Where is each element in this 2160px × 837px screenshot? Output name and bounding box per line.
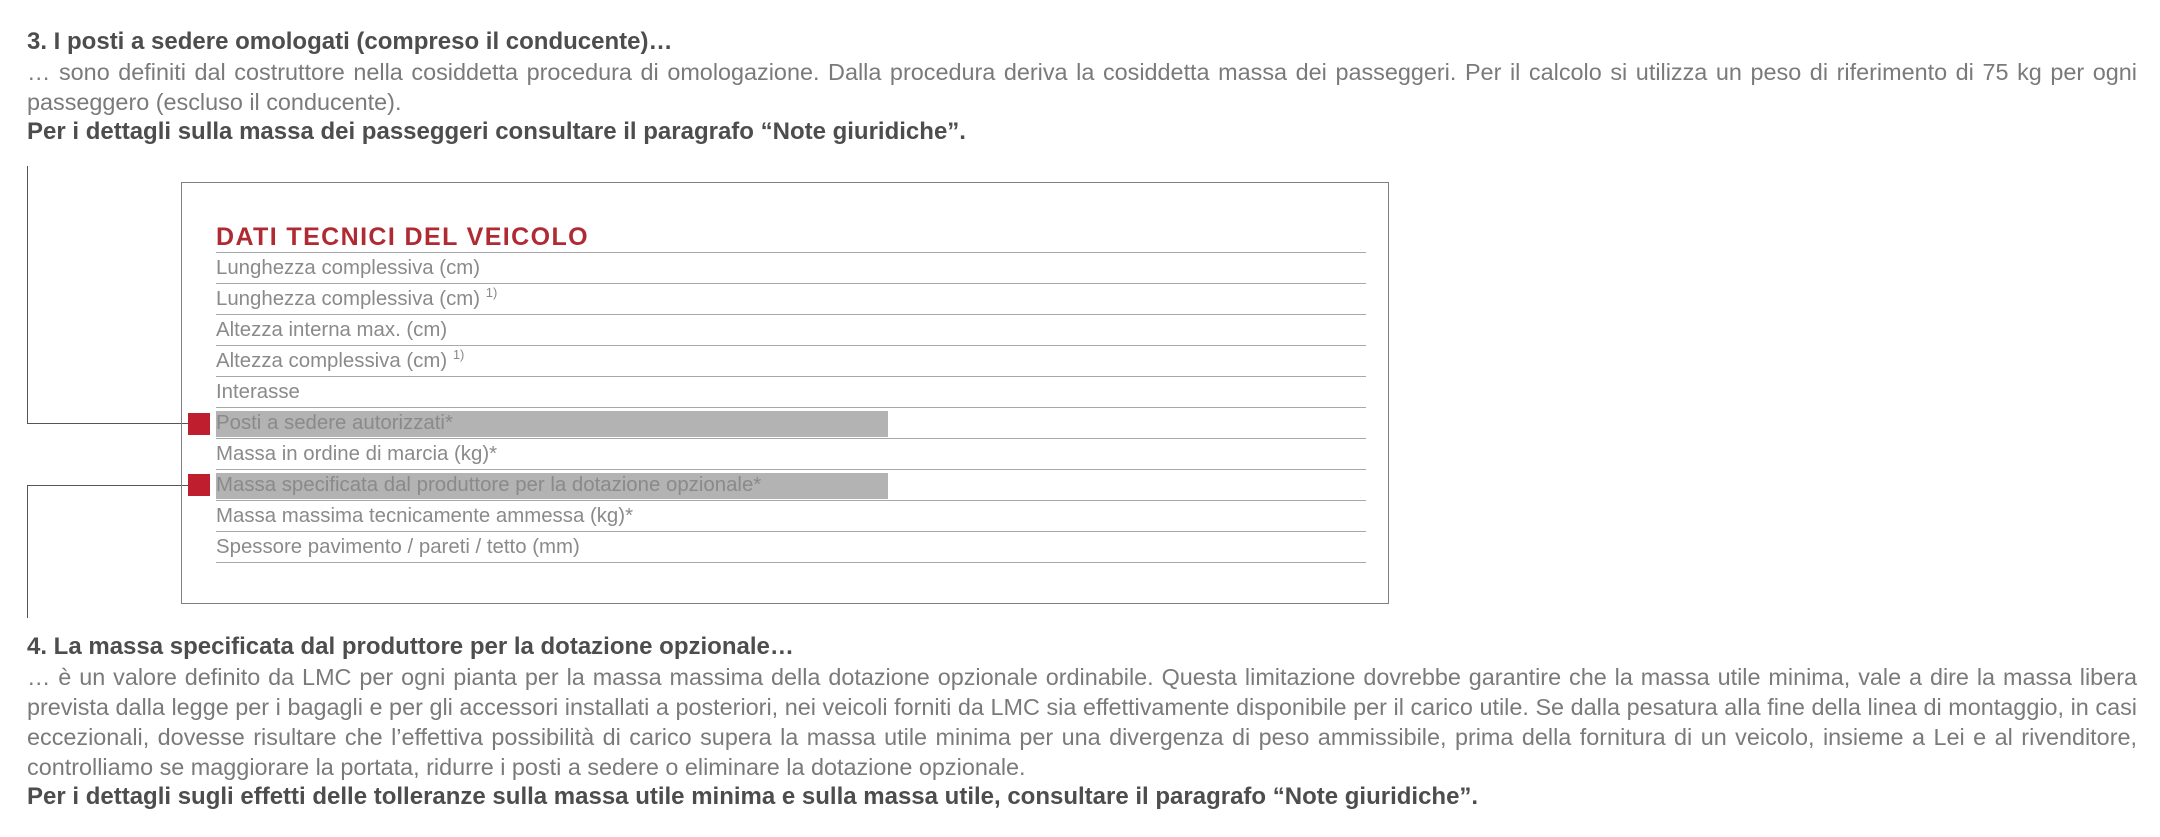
data-row-highlighted (216, 470, 1366, 501)
data-row (216, 501, 1366, 532)
red-marker-square (188, 413, 210, 435)
data-row-label: Altezza interna max. (cm) (216, 319, 448, 341)
footnote-ref: 1) (485, 285, 498, 301)
data-row-label: Altezza complessiva (cm) $^{1)}$ (216, 347, 465, 372)
data-row (216, 315, 1366, 346)
data-row-label: Spessore pavimento / pareti / tetto (mm) (216, 536, 580, 558)
section-4-note: Per i dettagli sugli effetti delle tolleranze sulla massa utile minima e sulla massa utile, consultare il paragrafo “Note giuridiche”. (27, 783, 1479, 810)
section-4-heading: 4. La massa specificata dal produttore per la dotazione opzionale… (27, 633, 794, 660)
section-3-body: … sono definiti dal costruttore nella cosiddetta procedura di omologazione. Dalla procedura deriva la cosiddetta massa dei passeggeri. Per il calcolo si utilizza un peso di riferimento di 75 kg per ogni passeggero (escluso il conducente). (27, 59, 2137, 115)
section-3 (27, 27, 2137, 147)
section-3-note: Per i dettagli sulla massa dei passeggeri consultare il paragrafo “Note giuridiche”. (27, 118, 966, 145)
connector-line-optional-mass (27, 485, 188, 618)
vehicle-data-title: DATI TECNICI DEL VEICOLO (216, 223, 589, 251)
connector-line-seats (27, 166, 188, 424)
section-3-heading: 3. I posti a sedere omologati (compreso il conducente)… (27, 28, 673, 55)
section-4 (27, 632, 2137, 812)
data-row-label: Massa specificata dal produttore per la dotazione opzionale* (216, 474, 762, 496)
data-row-label: Interasse (216, 381, 300, 403)
data-row (216, 532, 1366, 563)
data-row (216, 346, 1366, 377)
data-row-label: Massa massima tecnicamente ammessa (kg)* (216, 505, 634, 527)
data-row-label: Lunghezza complessiva (cm) (216, 257, 481, 279)
data-row (216, 253, 1366, 284)
data-row (216, 284, 1366, 315)
data-row (216, 439, 1366, 470)
footnote-ref: 1) (452, 347, 465, 363)
data-row (216, 377, 1366, 408)
data-row-label: Lunghezza complessiva (cm) $^{1)}$ (216, 285, 498, 310)
data-row-highlighted (216, 408, 1366, 439)
data-row-label: Massa in ordine di marcia (kg)* (216, 443, 498, 465)
red-marker-square (188, 474, 210, 496)
data-row-label: Posti a sedere autorizzati* (216, 412, 453, 434)
section-4-body: … è un valore definito da LMC per ogni pianta per la massa massima della dotazione opzionale ordinabile. Questa limitazione dovrebbe garantire che la massa utile minima, vale a dire la massa libera prevista dalla legge per i bagagli e per gli accessori installati a posteriori, nei veicoli forniti da LMC sia effettivamente disponibile per il carico utile. Se dalla pesatura alla fine della linea di montaggio, in casi eccezionali, dovesse risultare che l’effettiva possibilità di carico supera la massa utile minima per una divergenza di peso ammissibile, prima della fornitura di un veicolo, insieme a Lei e al rivenditore, controlliamo se maggiorare la portata, ridurre i posti a sedere o eliminare la dotazione opzionale. (27, 664, 2137, 780)
